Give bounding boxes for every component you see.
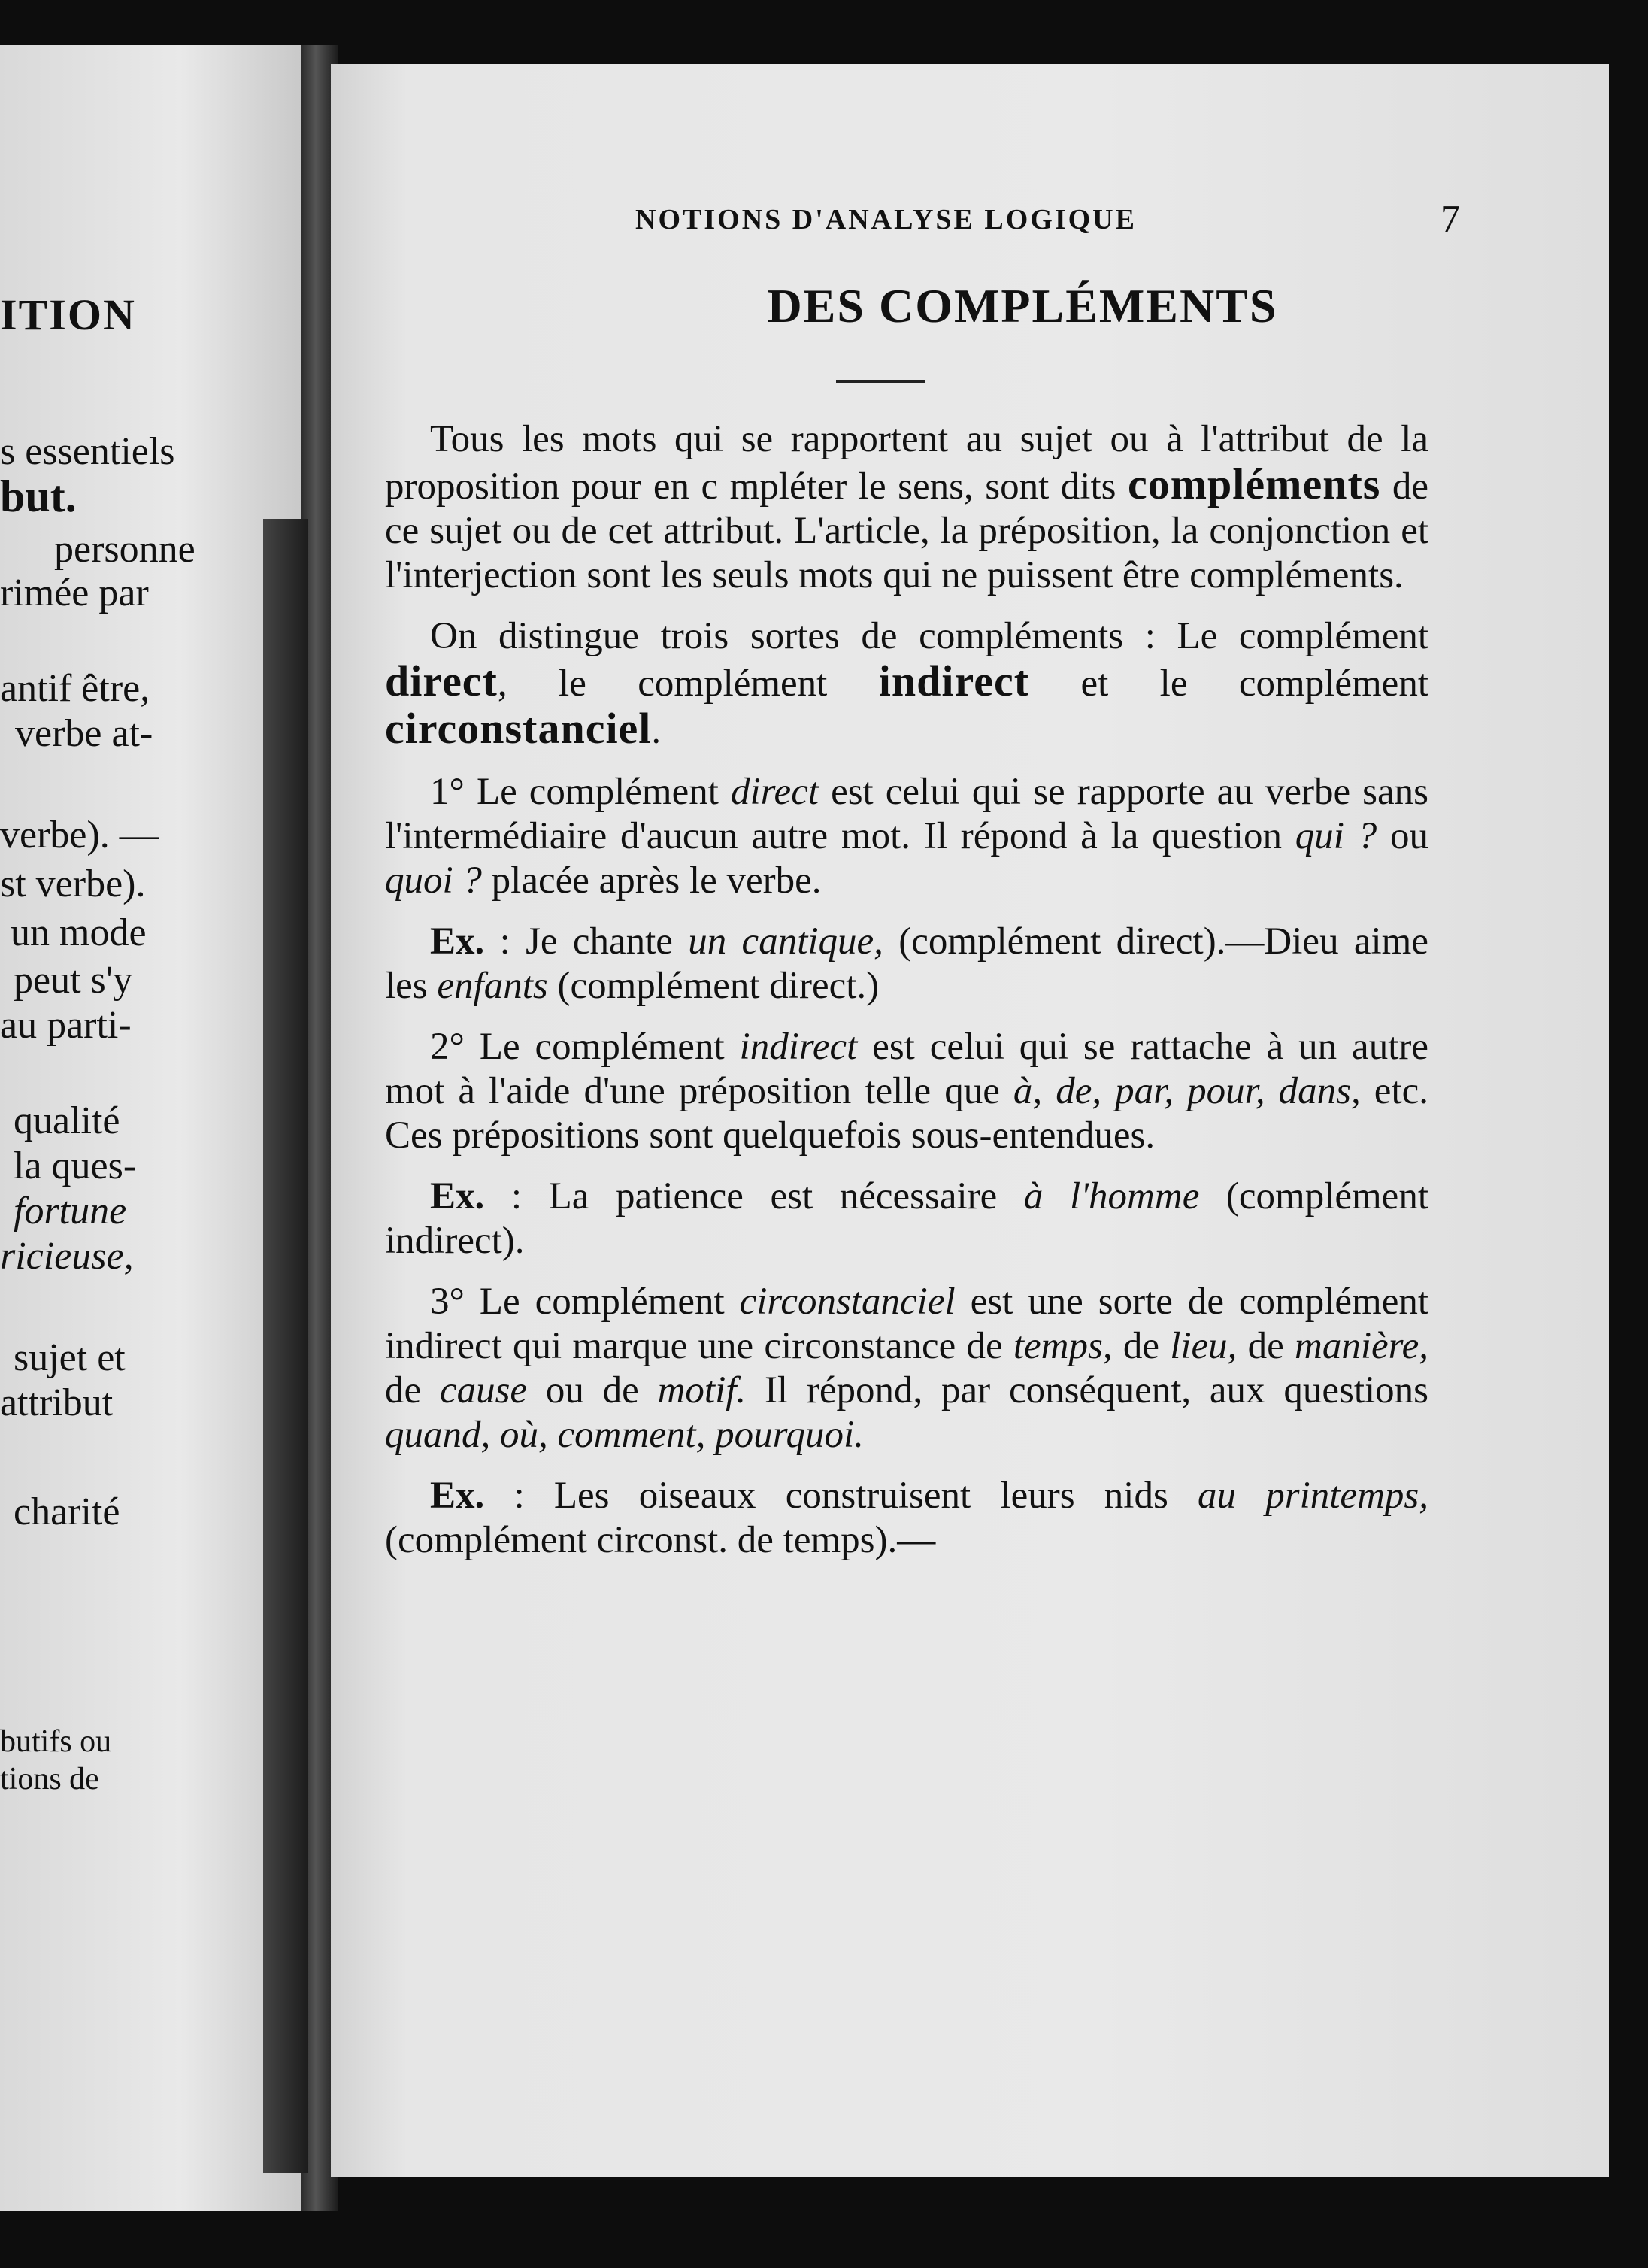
book-page (331, 64, 1609, 2177)
previous-page (0, 45, 301, 2211)
running-header (635, 198, 1462, 241)
previous-page-line: la ques- (14, 1145, 137, 1187)
previous-page-line: ricieuse, (0, 1235, 134, 1278)
previous-page-heading: ITION (0, 290, 136, 339)
previous-page-line: butifs ou (0, 1724, 112, 1759)
page-edge-shadow (263, 519, 308, 2173)
paragraph-direct: 1° Le complément direct est celui qui se rapporte au verbe sans l'intermédiaire d'aucun autre mot. Il répond à la question qui ? ou quoi ? placée après le verbe. (385, 771, 1428, 902)
previous-page-line: s essentiels (0, 430, 175, 473)
page-body (385, 417, 1428, 1563)
paragraph-types: On distingue trois sortes de compléments : Le complément direct, le complément indirect et le complément circonstanciel. (385, 615, 1428, 753)
page-number: 7 (1440, 198, 1462, 241)
previous-page-line: personne (54, 528, 195, 571)
previous-page-line: attribut (0, 1381, 114, 1424)
section-title: DES COMPLÉMENTS (767, 279, 1278, 332)
title-rule (836, 380, 925, 383)
previous-page-line: rimée par (0, 572, 149, 614)
running-header-text: NOTIONS D'ANALYSE LOGIQUE (635, 204, 1137, 235)
previous-page-line: un mode (11, 911, 147, 954)
previous-page-line: sujet et (14, 1336, 126, 1379)
example-direct: Ex. : Je chante un cantique, (complément direct).—Dieu aime les enfants (complément direct.) (385, 920, 1428, 1007)
paragraph-indirect: 2° Le complément indirect est celui qui se rattache à un autre mot à l'aide d'une préposition telle que à, de, par, pour, dans, etc. Ces prépositions sont quelquefois sous-entendues. (385, 1026, 1428, 1157)
previous-page-line: fortune (14, 1190, 127, 1233)
previous-page-line: au parti- (0, 1004, 132, 1047)
previous-page-line: peut s'y (14, 959, 133, 1002)
previous-page-line: verbe). — (0, 814, 159, 857)
previous-page-line: qualité (14, 1099, 120, 1142)
paragraph-definition: Tous les mots qui se rapportent au sujet ou à l'attribut de la proposition pour en c mpléter le sens, sont dits compléments de ce sujet ou de cet attribut. L'article, la préposition, la conjonction et l'interjection sont les seuls mots qui ne puissent être compléments. (385, 418, 1428, 596)
previous-page-line: st verbe). (0, 863, 146, 905)
paragraph-circumstantial: 3° Le complément circonstanciel est une sorte de complément indirect qui marque une circonstance de temps, de lieu, de manière, de cause ou de motif. Il répond, par conséquent, aux questions quand, où, comment, pourquoi. (385, 1281, 1429, 1456)
example-circumstantial: Ex. : Les oiseaux construisent leurs nids au printemps, (complément circonst. de temps).— (385, 1475, 1428, 1561)
previous-page-line: antif être, (0, 667, 150, 710)
previous-page-line: charité (14, 1490, 120, 1533)
previous-page-line: verbe at- (15, 712, 153, 755)
example-indirect: Ex. : La patience est nécessaire à l'homme (complément indirect). (385, 1175, 1428, 1262)
previous-page-line: but. (0, 471, 77, 521)
previous-page-line: tions de (0, 1762, 99, 1797)
